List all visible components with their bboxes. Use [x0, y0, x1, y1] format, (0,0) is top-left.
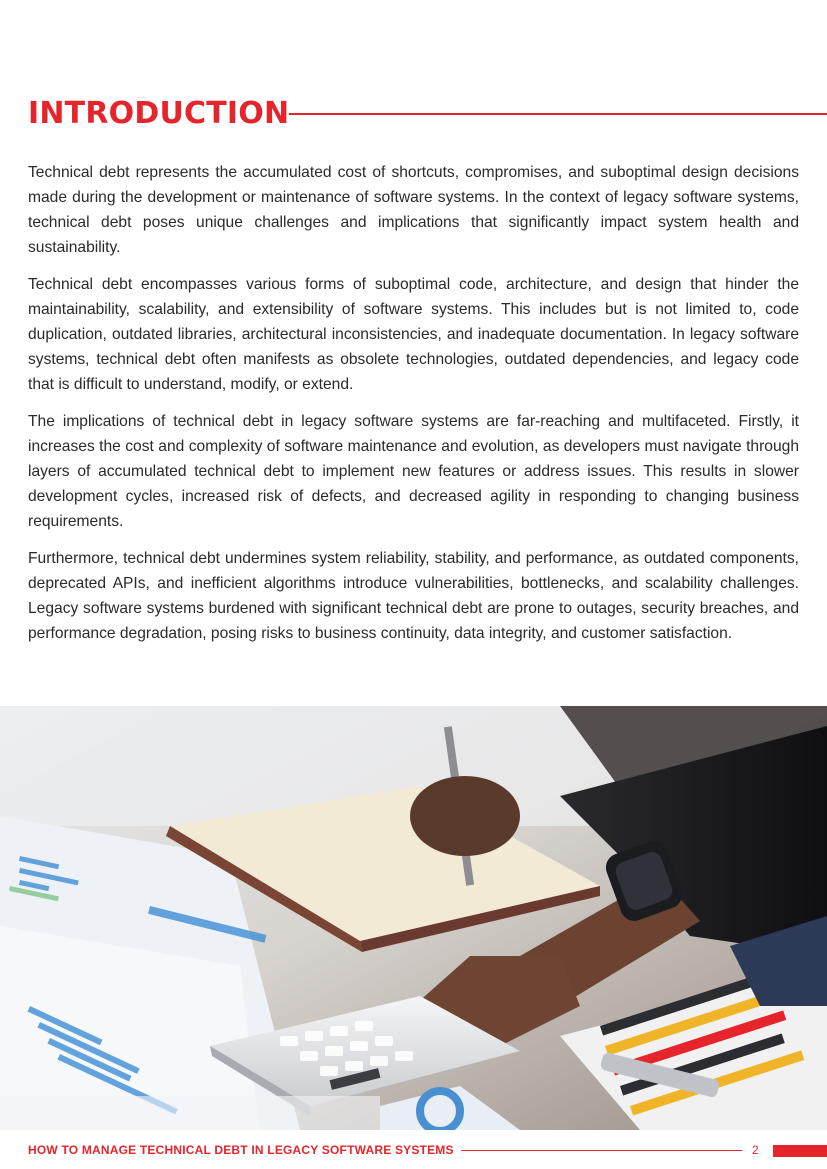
- footer-rule: [461, 1150, 742, 1151]
- page-tab-marker: [773, 1145, 827, 1157]
- footer-title: HOW TO MANAGE TECHNICAL DEBT IN LEGACY SOFTWARE SYSTEMS: [28, 1143, 454, 1157]
- paragraph: Technical debt encompasses various forms of suboptimal code, architecture, and design that hinder the maintainability, scalability, and extensibility of software systems. This includes but is not limited to, code duplication, outdated libraries, architectural inconsistencies, and inadequate documentation. In legacy software systems, technical debt often manifests as obsolete technologies, outdated dependencies, and legacy code that is difficult to understand, modify, or extend.: [28, 276, 799, 393]
- page-number: 2: [752, 1143, 759, 1157]
- page-heading: INTRODUCTION: [28, 96, 290, 131]
- paragraph: The implications of technical debt in legacy software systems are far-reaching and multifaceted. Firstly, it increases the cost and complexity of software maintenance and evolution, as developers must navigate through layers of accumulated technical debt to implement new features or address issues. This results in slower development cycles, increased risk of defects, and decreased agility in responding to changing business requirements.: [28, 413, 799, 530]
- paragraph: Technical debt represents the accumulated cost of shortcuts, compromises, and suboptimal design decisions made during the development or maintenance of software systems. In the context of legacy software systems, technical debt poses unique challenges and implications that significantly impact system health and sustainability.: [28, 164, 799, 256]
- paragraph: Furthermore, technical debt undermines system reliability, stability, and performance, as outdated components, deprecated APIs, and inefficient algorithms introduce vulnerabilities, bottlenecks, and scalability challenges. Legacy software systems burdened with significant technical debt are prone to outages, security breaches, and performance degradation, posing risks to business continuity, data integrity, and customer satisfaction.: [28, 550, 799, 642]
- heading-rule: [289, 113, 827, 115]
- office-photo: [0, 706, 827, 1130]
- body-text: [28, 160, 799, 658]
